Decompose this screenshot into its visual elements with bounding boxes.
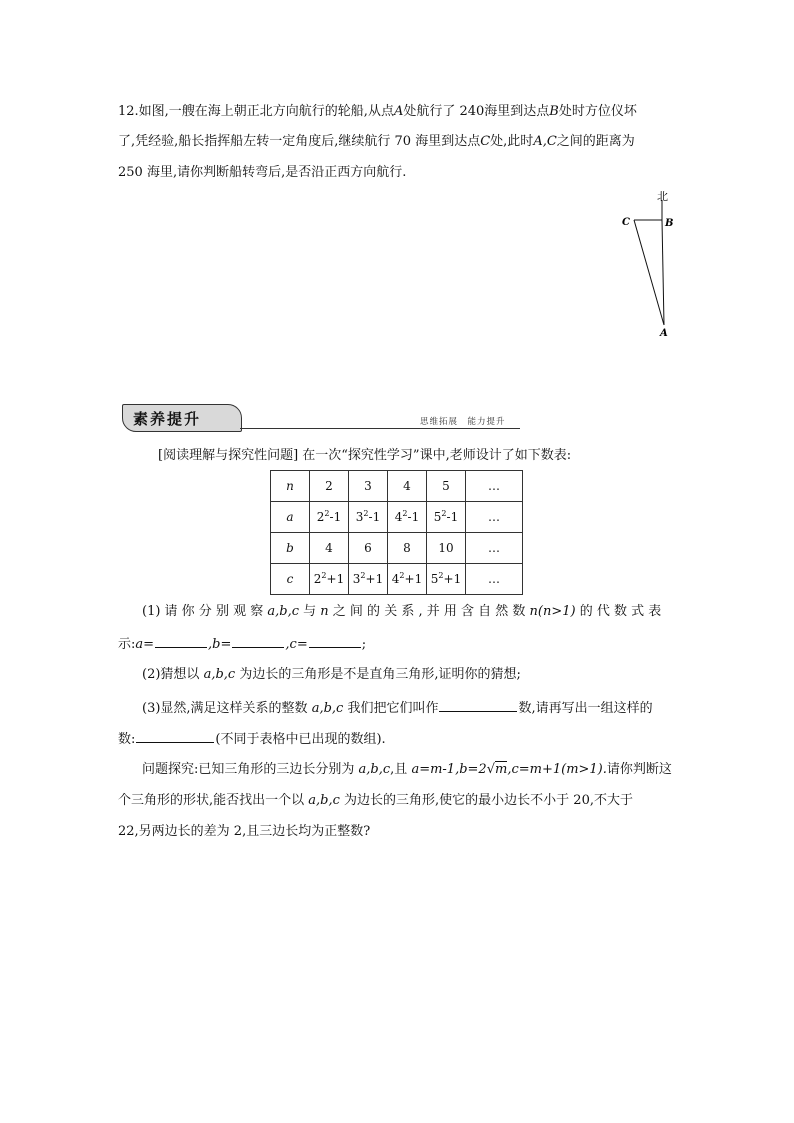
segment-ba [662, 220, 664, 325]
table-cell: 4 [388, 471, 427, 502]
point-b: B [549, 104, 559, 119]
explore-line2: 个三角形的形状,能否找出一个以 a,b,c 为边长的三角形,使它的最小边长不小于 20,不大于 [118, 793, 633, 808]
q1-line2: 示:a= ,b= ,c= ; [118, 637, 367, 652]
table-row [271, 471, 523, 502]
section-header [122, 404, 518, 432]
table-row [271, 533, 523, 564]
point-c: C [480, 134, 491, 149]
table-cell: $5^2-1$ [427, 502, 466, 533]
q2-line: (2)猜想以 a,b,c 为边长的三角形是不是直角三角形,证明你的猜想; [142, 667, 521, 682]
table-cell: 2 [310, 471, 349, 502]
answer-blank-example[interactable] [136, 730, 214, 743]
section-title: 素养提升 [133, 410, 202, 428]
table-row-header: c [271, 564, 310, 595]
table-cell: 8 [388, 533, 427, 564]
answer-blank-name[interactable] [439, 699, 517, 712]
figure-label-c: C [622, 217, 630, 228]
section-badge [122, 404, 242, 432]
table-cell: $3^2+1$ [349, 564, 388, 595]
table-row [271, 564, 523, 595]
table-cell: $2^2+1$ [310, 564, 349, 595]
table-cell: … [466, 533, 523, 564]
table-row-header: b [271, 533, 310, 564]
table-cell: $3^2-1$ [349, 502, 388, 533]
table-cell: … [466, 502, 523, 533]
table-cell: $4^2+1$ [388, 564, 427, 595]
q3-line2: 数: (不同于表格中已出现的数组). [118, 732, 386, 747]
table-row-header: n [271, 471, 310, 502]
table-cell: 3 [349, 471, 388, 502]
problem12-line1: 12.如图,一艘在海上朝正北方向航行的轮船,从点A处航行了 240海里到达点B处时方位仪坏 [118, 104, 637, 119]
intro-line: [阅读理解与探究性问题] 在一次“探究性学习”课中,老师设计了如下数表: [158, 448, 572, 463]
answer-blank-a[interactable] [155, 635, 207, 648]
segment-ca [634, 220, 664, 325]
triangle-figure [620, 190, 680, 340]
intro-tag: [阅读理解与探究性问题] [158, 448, 299, 463]
table-cell: … [466, 471, 523, 502]
table-cell: 6 [349, 533, 388, 564]
section-divider [240, 428, 520, 429]
answer-blank-c[interactable] [309, 635, 361, 648]
q1-line1: (1) 请 你 分 别 观 察 a,b,c 与 n 之 间 的 关 系 , 并 用 含 自 然 数 n(n>1) 的 代 数 式 表 [142, 604, 662, 619]
sqrt-symbol: √ [486, 762, 495, 777]
explore-line1: 问题探究:已知三角形的三边长分别为 a,b,c,且 a=m-1,b=2√m,c=m+1(m>1).请你判断这 [142, 762, 672, 777]
point-a: A [393, 104, 404, 119]
north-label: 北 [657, 190, 668, 203]
table-row [271, 502, 523, 533]
q3-line1: (3)显然,满足这样关系的整数 a,b,c 我们把它们叫作 数,请再写出一组这样的 [142, 701, 653, 716]
table-cell: $5^2+1$ [427, 564, 466, 595]
table-cell: 10 [427, 533, 466, 564]
table-cell: $4^2-1$ [388, 502, 427, 533]
data-table [270, 470, 523, 595]
table-cell: $2^2-1$ [310, 502, 349, 533]
explore-line3: 22,另两边长的差为 2,且三边长均为正整数? [118, 824, 371, 839]
answer-blank-b[interactable] [232, 635, 284, 648]
table-cell: 5 [427, 471, 466, 502]
table-cell: … [466, 564, 523, 595]
table-row-header: a [271, 502, 310, 533]
section-subtitle: 思维拓展 能力提升 [420, 417, 506, 427]
points-ac: A,C [533, 134, 557, 149]
figure-label-b: B [665, 218, 674, 229]
problem12-line3: 250 海里,请你判断船转弯后,是否沿正西方向航行. [118, 165, 407, 180]
table-cell: 4 [310, 533, 349, 564]
problem12-line2: 了,凭经验,船长指挥船左转一定角度后,继续航行 70 海里到达点C处,此时A,C之间的距离为 [118, 134, 635, 149]
sqrt-radicand: m [495, 762, 508, 777]
figure-label-a: A [660, 328, 668, 339]
